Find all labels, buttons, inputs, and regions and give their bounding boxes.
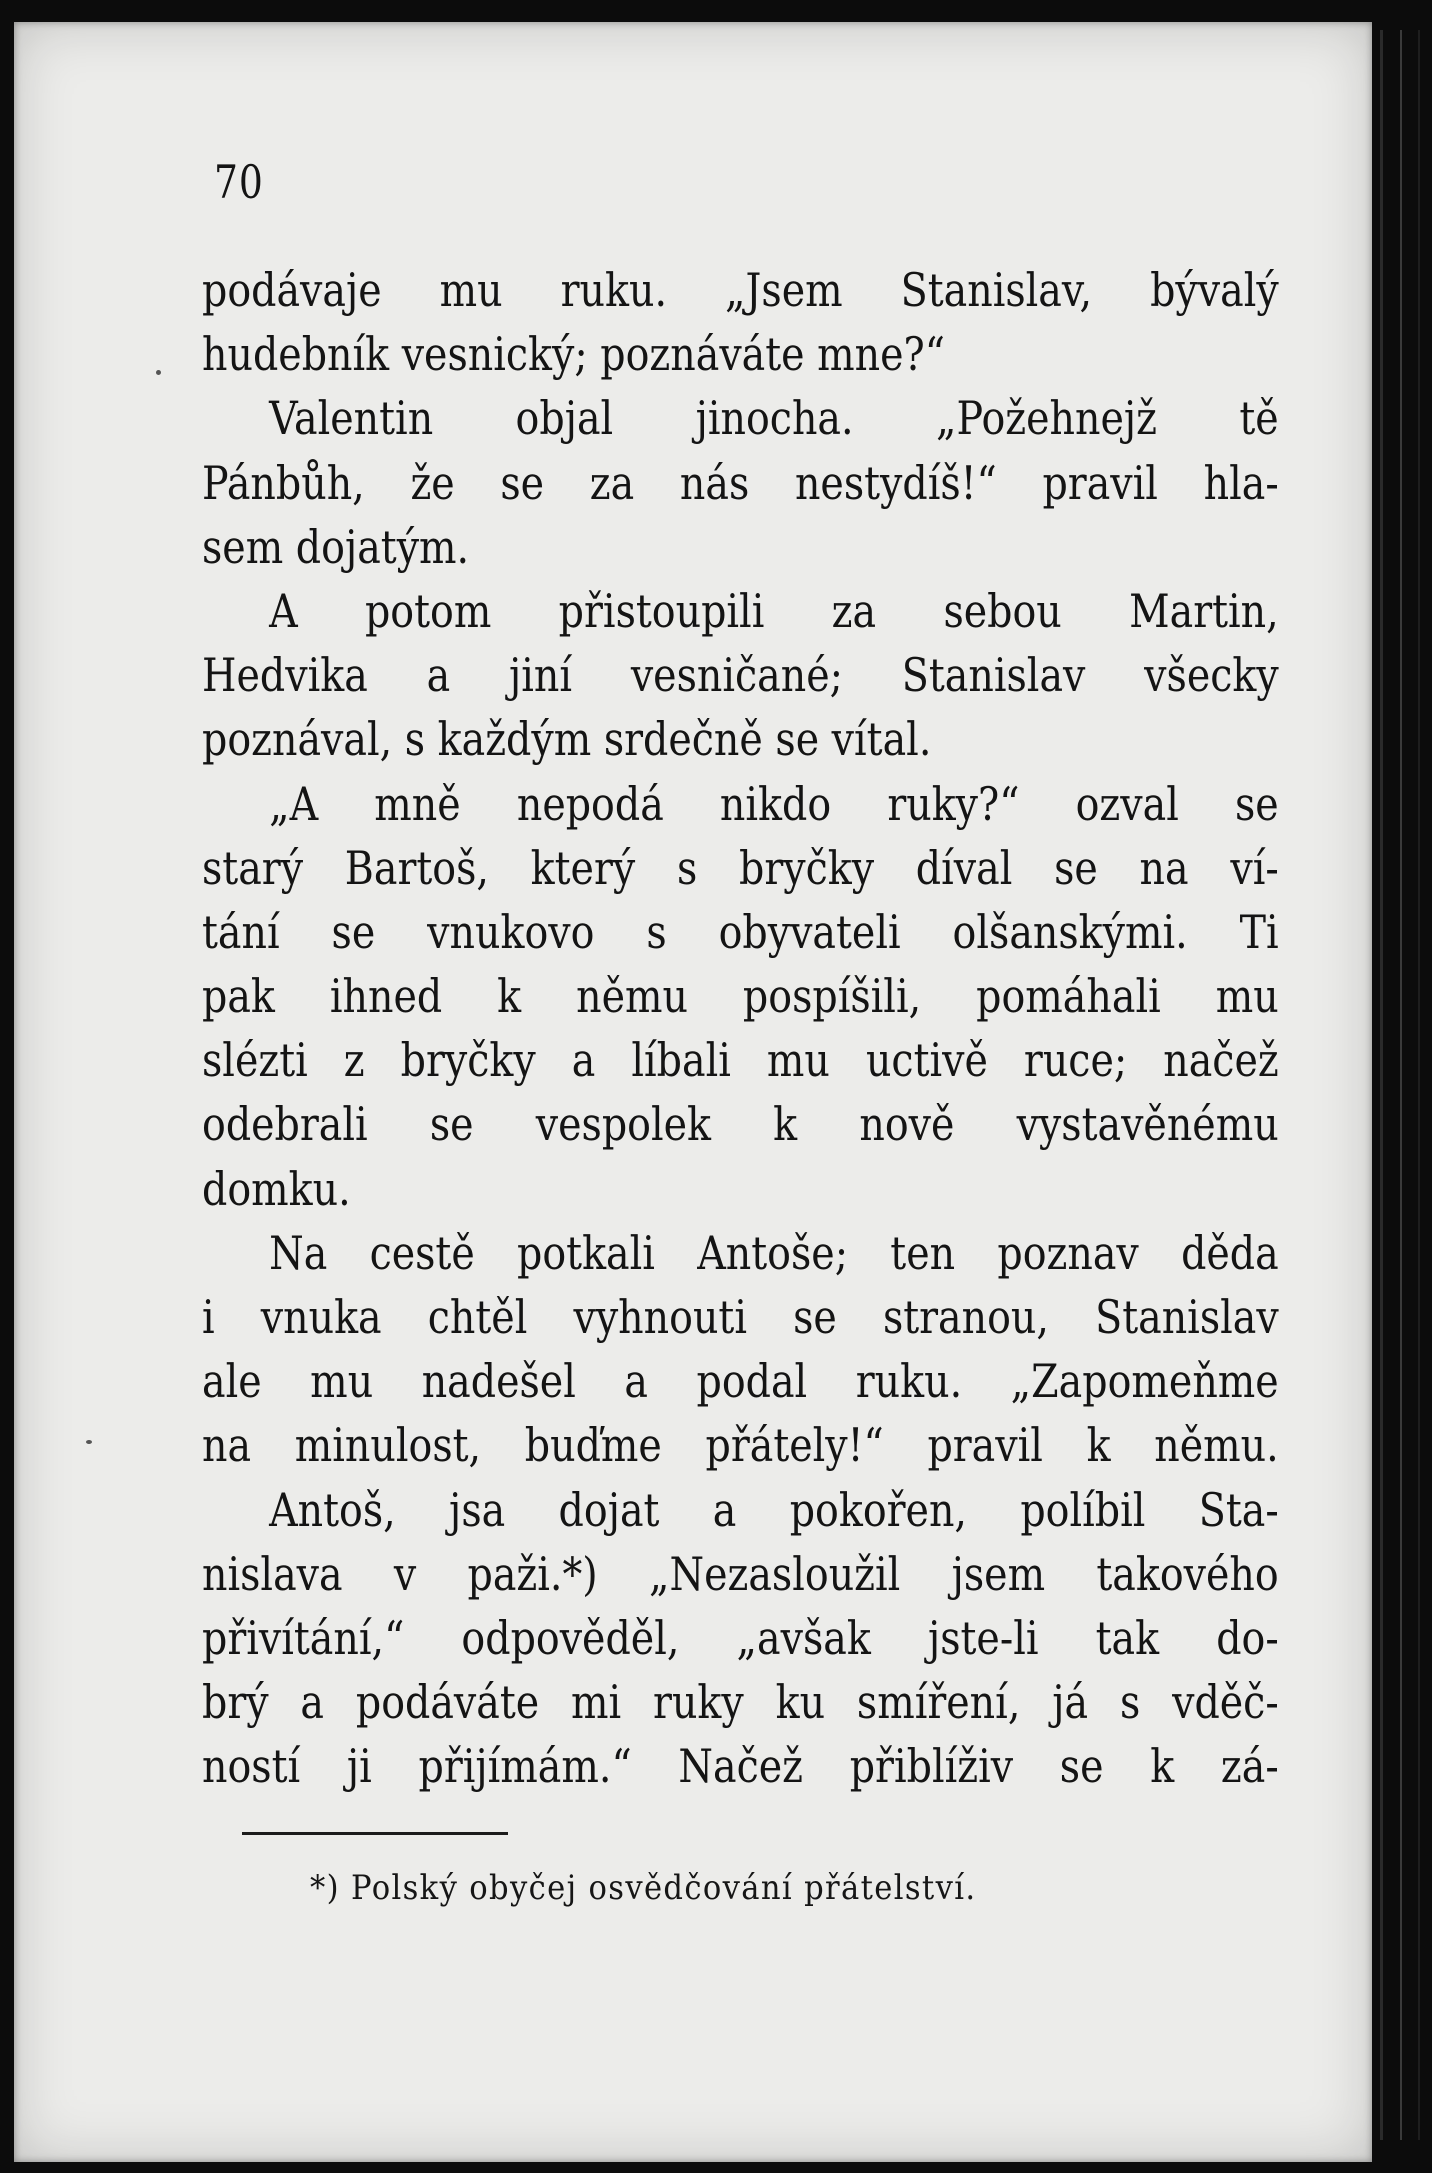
text-line: pak ihned k němu pospíšili, pomáhali mu — [202, 969, 1279, 1024]
page-text-block — [202, 150, 1282, 1799]
text-line: ností ji přijímám.“ Načež přiblíživ se k zá- — [202, 1739, 1279, 1794]
paragraph-6 — [202, 1478, 1279, 1799]
page-edge-shadow — [1380, 30, 1383, 2140]
book-page — [14, 22, 1372, 2162]
scan-speck — [86, 1440, 92, 1444]
footnote: *) Polský obyčej osvědčování přátelství. — [310, 1868, 977, 1908]
text-line: „A mně nepodá nikdo ruky?“ ozval se — [269, 776, 1279, 831]
text-line: A potom přistoupili za sebou Martin, — [269, 583, 1279, 638]
page-number: 70 — [214, 155, 264, 209]
text-line: přivítání,“ odpověděl, „avšak jste-li tak do- — [202, 1610, 1279, 1665]
paragraph-4 — [202, 772, 1279, 1221]
text-line: Pánbůh, že se za nás nestydíš!“ pravil hla- — [202, 455, 1279, 510]
text-line: Na cestě potkali Antoše; ten poznav děda — [269, 1225, 1279, 1280]
paragraph-3 — [202, 579, 1279, 772]
text-line: domku. — [202, 1161, 351, 1216]
text-line: ale mu nadešel a podal ruku. „Zapomeňme — [202, 1354, 1279, 1409]
text-line: nislava v paži.*) „Nezasloužil jsem takového — [202, 1546, 1279, 1601]
text-line: Hedvika a jiní vesničané; Stanislav všecky — [202, 648, 1279, 703]
page-edge-line — [1400, 30, 1402, 2140]
text-line: hudebník vesnický; poznáváte mne?“ — [202, 327, 945, 382]
text-line: Antoš, jsa dojat a pokořen, políbil Sta- — [269, 1482, 1279, 1537]
text-line: sem dojatým. — [202, 519, 470, 574]
text-line: Valentin objal jinocha. „Požehnejž tě — [269, 391, 1279, 446]
page-edge-line — [1418, 30, 1420, 2140]
text-line: tání se vnukovo s obyvateli olšanskými. Ti — [202, 904, 1279, 959]
footnote-divider — [242, 1832, 508, 1835]
text-line: podávaje mu ruku. „Jsem Stanislav, bývalý — [202, 263, 1279, 317]
scan-speck — [156, 370, 161, 375]
paragraph-1 — [202, 258, 1279, 386]
text-line: i vnuka chtěl vyhnouti se stranou, Stanislav — [202, 1290, 1279, 1344]
text-line: na minulost, buďme přátely!“ pravil k němu. — [202, 1418, 1279, 1473]
text-line: slézti z bryčky a líbali mu uctivě ruce; načež — [202, 1033, 1279, 1088]
text-line: poznával, s každým srdečně se vítal. — [202, 712, 932, 767]
paragraph-2 — [202, 386, 1279, 579]
text-line: brý a podáváte mi ruky ku smíření, já s vděč- — [202, 1675, 1279, 1730]
text-line: starý Bartoš, který s bryčky díval se na ví- — [202, 840, 1279, 895]
text-line: odebrali se vespolek k nově vystavěnému — [202, 1097, 1279, 1152]
paragraph-5 — [202, 1221, 1279, 1478]
